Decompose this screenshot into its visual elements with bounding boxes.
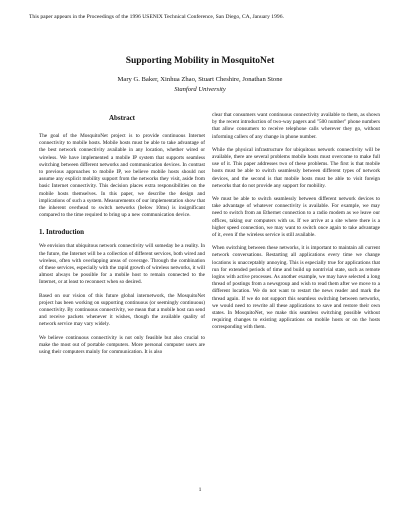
proceedings-note: This paper appears in the Proceedings of the 1996 USENIX Technical Conference, San Diego, CA, January 1996. [29,14,284,20]
intro-paragraph-3: We believe continuous connectivity is not only feasible but also crucial to make the most out of portable computers. More personal computer users are using their computers mainly for communication. It is also [39,334,205,356]
abstract-paragraph: The goal of the MosquitoNet project is to provide continuous Internet connectivity to mobile hosts. Mobile hosts must be able to take advantage of the best network connectivity available in any location, whether wired or wireless. We have implemented a mobile IP system that supports seamless switching between different networks and communication devices. In contrast to previous approaches to mobile IP, we believe mobile hosts should not assume any explicit mobility support from the networks they visit, aside from basic Internet connectivity. This decision places extra responsibilities on the mobile hosts themselves. In this paper, we describe the design and implications of such a system. Measurements of our implementation show that the inherent overhead to switch networks (below 10ms) is insignificant compared to the time required to bring up a new communication device. [39,133,205,219]
left-column [39,114,205,362]
paper-authors: Mary G. Baker, Xinhua Zhao, Stuart Cheshire, Jonathan Stone [117,76,283,83]
right-column [212,112,380,338]
abstract-heading: Abstract [108,114,136,122]
intro-paragraph-1: We envision that ubiquitous network connectivity will someday be a reality. In the future, the Internet will be a collection of different services, both wired and wireless, often with overlapping areas of coverage. Through the combination of these services, especially with the rapid growth of wireless networks, it will almost always be possible for a mobile host to remain connected to the Internet, or at least to reconnect when so desired. [39,243,205,286]
right-paragraph-4: When switching between these networks, it is important to maintain all current network conversations. Restarting all applications every time we change locations is unacceptably annoying. This is especially true for applications that run for extended periods of time and build up nontrivial state, such as remote logins with active processes. As another example, we may have selected a long thread of postings from a newsgroup and wish to read them after we move to a different location. We do not want to restart the news reader and mark the thread again. If we do not support this seamless switching between networks, we would need to rewrite all these applications to save and restore their own states. In MosquitoNet, we make this seamless switching possible without requiring changes to existing applications on mobile hosts or on the hosts corresponding with them. [212,245,380,331]
introduction-heading: 1. Introduction [39,228,84,237]
paper-title: Supporting Mobility in MosquitoNet [125,56,275,66]
page-number: 1 [198,487,202,493]
paper-affiliation: Stanford University [174,86,226,93]
intro-paragraph-2: Based on our vision of this future global internetwork, the MosquitoNet project has been working on supporting continuous (or seemingly continuous) connectivity. By continuous connectivity, we mean that a mobile host can send and receive packets whenever it wishes, though the available quality of network service may vary widely. [39,292,205,328]
right-paragraph-2: While the physical infrastructure for ubiquitous network connectivity will be available, there are several problems mobile hosts must overcome to make full use of it. This paper addresses two of these problems. The first is that mobile hosts must be able to switch seamlessly between different types of network devices, and the second is that mobile hosts must be able to visit foreign networks that do not provide any support for mobility. [212,146,380,189]
right-paragraph-3: We must be able to switch seamlessly between different network devices to take advantage of whatever connectivity is available. For example, we may need to switch from an Ethernet connection to a radio modem as we leave our offices, taking our computers with us. If we arrive at a site where there is a higher speed connection, we may want to switch once again to take advantage of it, even if the wireless service is still available. [212,196,380,239]
right-paragraph-1: clear that consumers want continuous connectivity available to them, as shown by the recent introduction of two-way pagers and "500 number" phone numbers that allow consumers to receive telephone calls wherever they go, without informing callers of any change in phone number. [212,112,380,140]
